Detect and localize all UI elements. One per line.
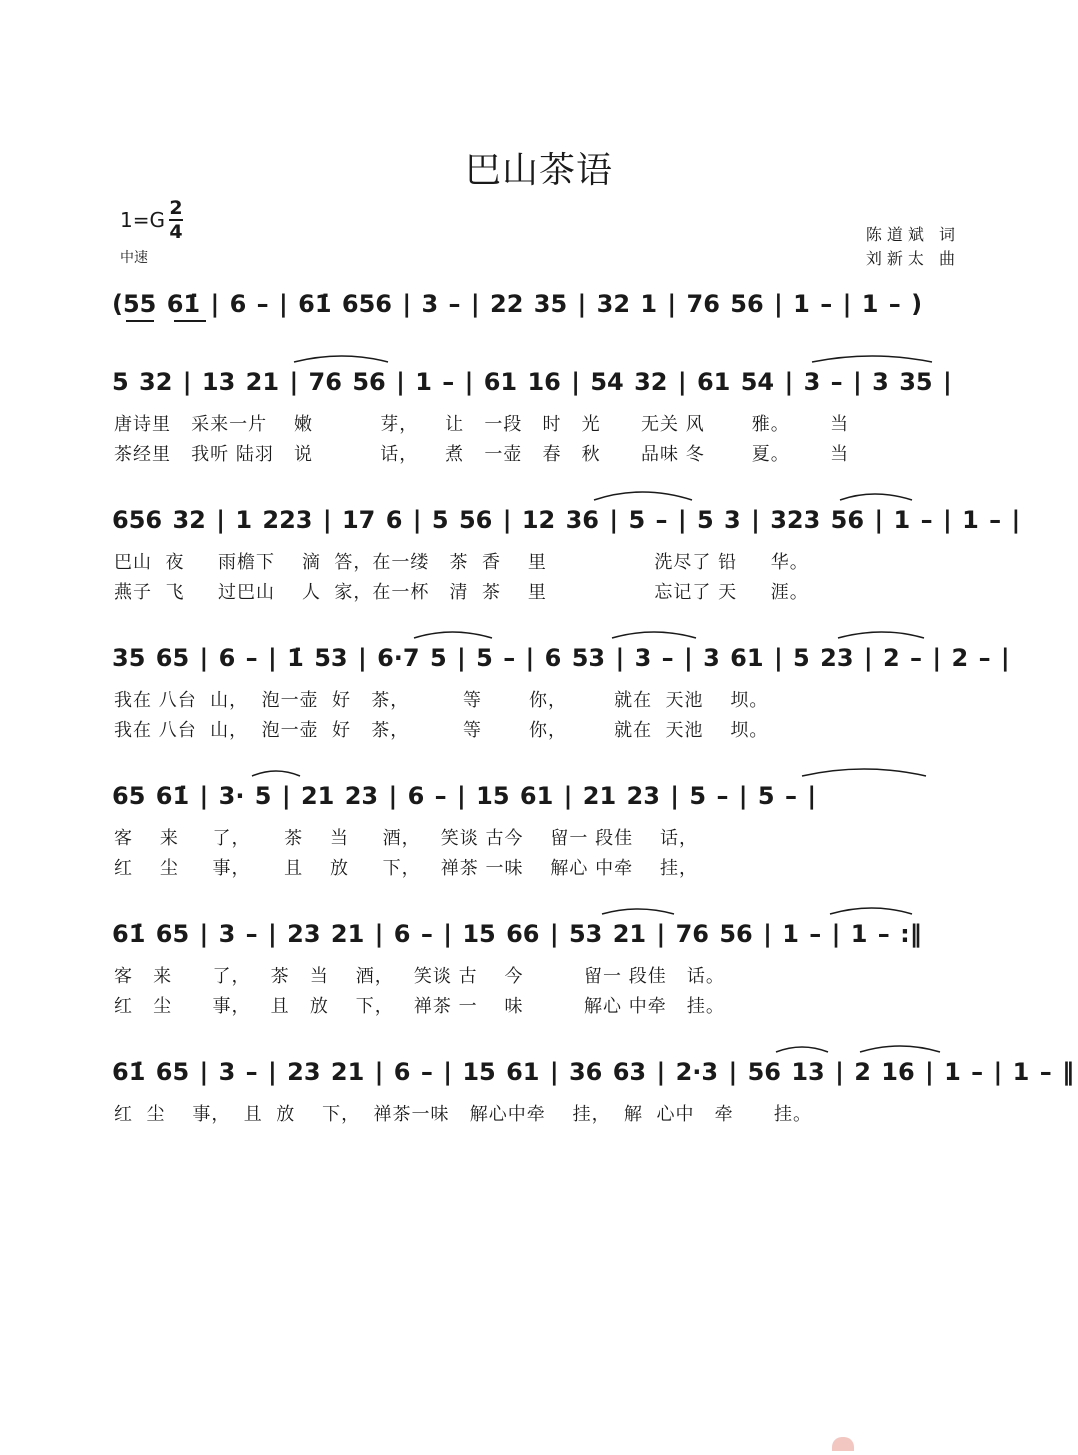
notation: 65 61̇ | 3· 5 | 21 23 | 6 – | 15 61 | 21 23 | 5 – | 5 – | [112,782,817,810]
notation: 61̇ 65 | 3 – | 23 21 | 6 – | 15 61 | 36 63 | 2·3 | 56 13 | 2 16 | 1 – | 1 – ‖ [112,1058,1075,1086]
score-line [112,288,970,326]
song-title: 巴山茶语 [464,150,613,191]
watermark-icon [832,1437,854,1451]
key-label: 1=G [120,208,165,232]
key-signature [120,198,183,242]
tempo-marking: 中速 [120,250,148,266]
notation: (55 61̇ | 6 – | 61̇ 656 | 3 – | 22 35 | 32 1 | 76 56 | 1 – | 1 – ) [112,290,923,318]
notation: 656 32 | 1 223 | 17 6 | 5 56 | 12 36 | 5 – | 5 3 | 323 56 | 1 – | 1 – | [112,506,1021,534]
lyricist-credit: 陈道斌 词 [865,225,960,244]
lyric-line-1: 客 来 了， 茶 当 酒， 笑谈 古 今 留一 段佳 话。 [114,966,725,987]
lyric-line-1: 唐诗里 采来一片 嫩 芽， 让 一段 时 光 无关 风 雅。 当 [114,414,850,435]
lyric-line-2: 红 尘 事， 且 放 下， 禅茶 一味 解心 中牵 挂， [114,858,698,879]
meter-bottom: 4 [169,221,183,243]
lyric-line-1: 客 来 了， 茶 当 酒， 笑谈 古今 留一 段佳 话， [114,828,698,849]
score-line [112,642,1010,680]
lyric-line-2: 我在 八台 山， 泡一壶 好 茶， 等 你， 就在 天池 坝。 [114,720,769,741]
lyric-line-1: 巴山 夜 雨檐下 滴 答，在一缕 茶 香 里 洗尽了 铅 华。 [114,552,809,573]
lyric-line-1: 红 尘 事， 且 放 下， 禅茶一味 解心中牵 挂， 解 心中 牵 挂。 [114,1104,812,1125]
lyric-line-2: 燕子 飞 过巴山 人 家，在一杯 清 茶 里 忘记了 天 涯。 [114,582,809,603]
score-line [112,366,970,404]
lyric-line-2: 茶经里 我听 陆羽 说 话， 煮 一壶 春 秋 品味 冬 夏。 当 [114,444,850,465]
notation: 35 65 | 6 – | 1̇ 53 | 6·7 5 | 5 – | 6 53 | 3 – | 3 61 | 5 23 | 2 – | 2 – | [112,644,1010,672]
notation: 61̇ 65 | 3 – | 23 21 | 6 – | 15 66 | 53 21 | 76 56 | 1 – | 1 – :‖ [112,920,922,948]
lyric-line-1: 我在 八台 山， 泡一壶 好 茶， 等 你， 就在 天池 坝。 [114,690,769,711]
score-line [112,504,1021,542]
score-line [112,780,970,818]
watermark-logo [832,1428,1052,1455]
composer-credit: 刘新太 曲 [865,249,960,268]
meter-top: 2 [169,197,183,219]
score-line [112,918,970,956]
lyric-line-2: 红 尘 事， 且 放 下， 禅茶 一 味 解心 中牵 挂。 [114,996,725,1017]
notation: 5 32 | 13 21 | 76 56 | 1 – | 61 16 | 54 32 | 61 54 | 3 – | 3 35 | [112,368,952,396]
time-signature [169,198,183,242]
score-line [112,1056,1075,1094]
